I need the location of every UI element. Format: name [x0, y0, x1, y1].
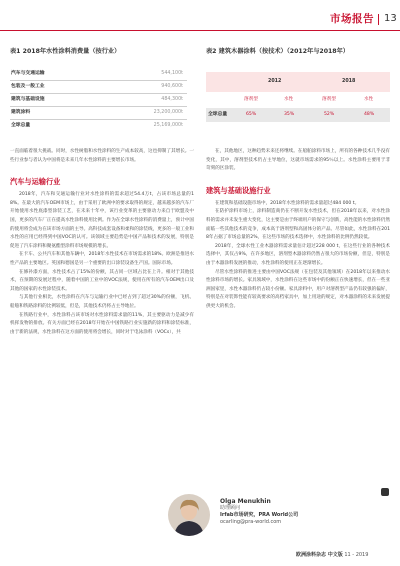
section-title-header: 市场报告	[330, 13, 374, 25]
page-header	[0, 10, 400, 28]
table-row	[10, 81, 187, 94]
body-paragraph: 在卡车、公共汽车和其他车辆中，2018年水性技术在市场需求的18%。欧洲是推进水性产品的主要地区。英国和德国是另一个重要的出口涂装设备生产国。国际市场。	[10, 252, 194, 266]
table-row	[206, 108, 390, 122]
table-row	[10, 120, 187, 132]
right-column	[206, 148, 390, 312]
table1	[10, 68, 187, 132]
page-footer	[296, 551, 368, 558]
author-name: Olga Menukhin	[220, 498, 271, 505]
body-paragraph: 在建筑和基础设施市场中，2018年水性涂料的需求量超过484 000 t。	[215, 200, 360, 206]
year-2018: 2018	[342, 79, 356, 84]
issue-number: 11 - 2019	[344, 552, 369, 558]
row-label: 包装及一般工业	[11, 84, 45, 89]
author-portrait-icon	[168, 494, 210, 536]
row-label: 全球总量	[208, 112, 228, 117]
table2	[206, 72, 390, 122]
row-label: 汽车与交通运输	[11, 71, 45, 76]
subheader: 水性	[284, 97, 294, 102]
row-label: 建筑与基础设施	[11, 97, 45, 102]
cell-value: 65%	[246, 112, 257, 117]
table-row	[10, 94, 187, 107]
body-paragraph: 尽管水性涂料的推进主要由中国VOC法规（在包装及其他领域）在2018年以来推动水性涂料市场的增长。家具领域中，水性涂料在这些市场中的份额正在快速增长，但在一些亚洲国家里，水性木器涂料仍占较小份额。家具涂料中，用户对溶剂型产品仍有较强的偏好，特别是在对装饰性能有较高要求的高档家具中，加上用途的规定，对木器涂料的未来发展提供更大的机会。	[206, 269, 390, 309]
section-heading-building: 建筑与基础设施行业	[206, 185, 271, 195]
end-of-article-icon	[381, 488, 389, 496]
section-heading-auto: 汽车与运输行业	[10, 177, 61, 187]
row-value: 544,100t	[161, 71, 183, 76]
subheader: 水性	[364, 97, 374, 102]
body-paragraph: 与其他行业相比，水性涂料在汽车与运输行业中已经占到了超过30%的份额，飞机、船舶和铁路涂料的比例较低，但是，其他技术仍将占主导地位。	[10, 295, 194, 309]
cell-value: 35%	[284, 112, 295, 117]
left-column	[10, 148, 194, 337]
author-organization: Irfab市场研究，PRA World公司	[220, 512, 299, 518]
body-paragraph: 2018年，汽车和交通运输行业对水性涂料的需求超过54.4万t，占该市场总量的18%。在最大的汽车OEM市场上，由于采用了欧洲中的要求取得的规定，越来越多的汽车厂开始使用水性底漆型涂装工艺，在未来十年中，该行业变革的主要驱动力来自于欧盟及中国，更多的汽车厂正在提高水性涂料使用比例。作为在全球水性涂料的消费量上，预计中国的使用将会成为在该市场方面的主导。高科技成套设备和柔和的涂装线，更多的一般工业和水性的应用已经得到中国VOC的认可。该领域主要趋势是中国产品和技术的发展，特别是促进了汽车涂料和聚氨酯型涂料市场规模的增长。	[10, 192, 194, 249]
year-2012: 2012	[268, 79, 282, 84]
table-row	[10, 68, 187, 81]
table2-year-header	[206, 72, 390, 92]
body-paragraph: 2018年，全球水性工业木器涂料需求量估计超过228 000 t，在这些行业的各种技术选择中，其仅占9%，在许多地区，溶剂型木器涂料仍然占很大的市场份额，但是，特别是由于木器涂料发展的推动，水性涂料的使用正在逐渐增长。	[206, 243, 390, 266]
cell-value: 48%	[364, 112, 375, 117]
body-paragraph: 在铁路行业中，水性涂料占该市场对水性涂料需求量的11%，其主要驱动力是减少有机挥发物的排放。有关方面已经在2018年开始在中国铁路行业实施新的涂料和涂装标准，由于新的法规，水性涂料在这方面的使用将会增长，同时对于电泳涂料（VOCs），共	[10, 312, 194, 335]
body-paragraph: 在修补漆方面，水性技术占了15%的份额，其占同一区域占比在上升。相对于其他技术，在预期的发展过程中，随着中国的工业中的VOC法规，使用在所有的汽车OEM出口及其他的国家的水性涂装技术。	[10, 269, 194, 292]
page-number: 13	[384, 13, 397, 24]
table1-caption: 表1 2018年水性涂料消费量（按行业）	[10, 48, 121, 55]
row-value: 25,169,000t	[153, 123, 183, 128]
header-divider	[378, 14, 379, 25]
author-email-link[interactable]: ocarling@pra-world.com	[220, 519, 282, 525]
row-value: 940,600t	[161, 84, 183, 89]
table-row	[10, 107, 187, 120]
intro-paragraph: 一直面临着很大挑战。同时，水性树脂和水性涂料的生产成本较高，这也抑制了其增长。一些行业参与者认为中国将是未来几年水性涂料的主要增长市场。	[10, 149, 194, 163]
row-value: 23,200,000t	[153, 110, 183, 115]
table2-tech-header	[206, 92, 390, 108]
author-role: 助理顾问	[220, 505, 241, 511]
table2-caption: 表2 建筑木器涂料（按技术）（2012年与2018年）	[206, 48, 349, 55]
row-value: 484,300t	[161, 97, 183, 102]
author-photo	[168, 494, 210, 536]
magazine-name: 欧洲涂料杂志 中文版	[296, 552, 343, 558]
row-label: 全球总量	[11, 123, 31, 128]
row-label: 建筑涂料	[11, 110, 31, 115]
header-rule	[0, 30, 400, 31]
intro-paragraph: 在，其他地区，这种趋势未来还将继续。在船舶涂料市场上，所有的各种技术几乎没有变化，其中，溶剂型技术仍占主导地位，这就市场需求的95％以上。水性涂料主要用于非苛刻的区涂装。	[206, 149, 390, 172]
body-paragraph: 在防护涂料市场上，涂料制造商仍在不断开发水性技术，但在2018年以来，对水性涂料的需求并未发生重大变化，这主要是由于终端用户的保守与创新，高性能的水性涂料仍然面临一些其他技术的竞争，成本高于溶剂型和高固体分的产品。尽管如此，水性涂料在2018年占据了市场总量的2%，在这些市场的技术选择中，水性涂料的比例仍然较低。	[206, 209, 390, 241]
subheader: 溶剂型	[244, 97, 258, 102]
author-bio	[220, 498, 298, 526]
subheader: 溶剂型	[322, 97, 336, 102]
cell-value: 52%	[324, 112, 335, 117]
